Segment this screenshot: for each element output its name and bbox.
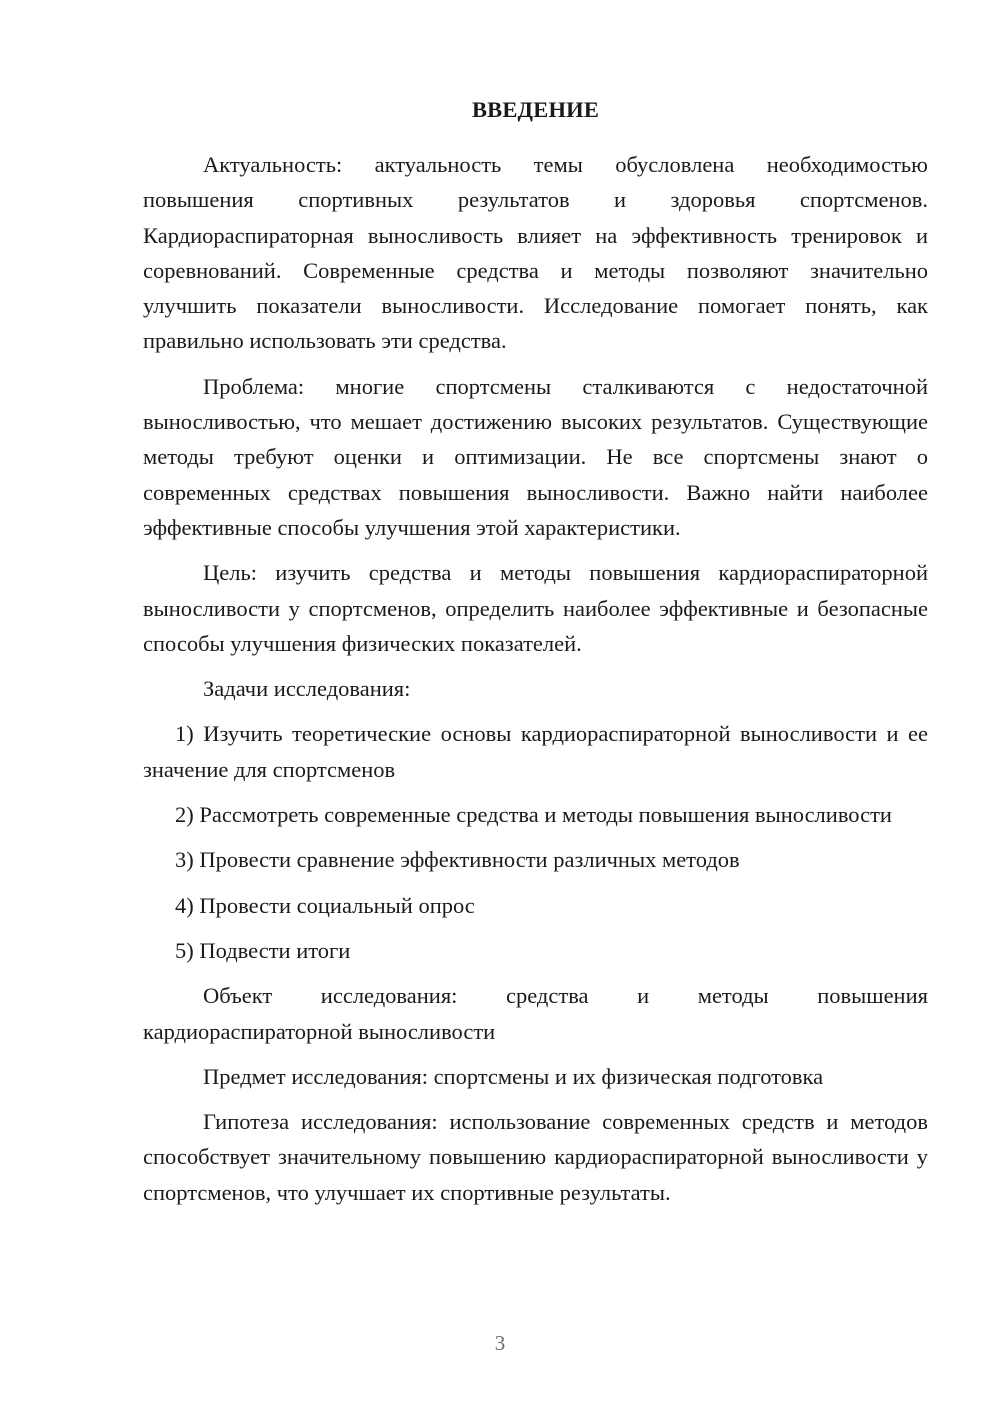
paragraph-subject: Предмет исследования: спортсмены и их физическая подготовка — [203, 1063, 824, 1089]
tasks-title: Задачи исследования: — [203, 676, 411, 702]
paragraph-goal: Цель: изучить средства и методы повышения кардиораспираторной выносливости у спортсменов, определить наиболее эффективные и безопасные способы улучшения физических показателей. — [143, 560, 928, 656]
paragraph-relevance: Актуальность: актуальность темы обусловлена необходимостью повышения спортивных результатов и здоровья спортсменов. Кардиораспираторная выносливость влияет на эффективность тренировок и соревнований. Современные средства и методы позволяют значительно улучшить показатели выносливости. Исследование помогает понять, как правильно использовать эти средства. — [143, 152, 928, 354]
document-page — [143, 92, 928, 1220]
task-item-4: 4) Провести социальный опрос — [175, 892, 475, 918]
section-heading: ВВЕДЕНИЕ — [471, 97, 600, 122]
page-number: 3 — [494, 1331, 506, 1355]
paragraph-problem: Проблема: многие спортсмены сталкиваются с недостаточной выносливостью, что мешает достижению высоких результатов. Существующие методы требуют оценки и оптимизации. Не все спортсмены знают о современных средствах повышения выносливости. Важно найти наиболее эффективные способы улучшения этой характеристики. — [143, 373, 928, 540]
task-item-5: 5) Подвести итоги — [175, 937, 351, 963]
task-item-2: 2) Рассмотреть современные средства и методы повышения выносливости — [175, 802, 892, 828]
paragraph-hypothesis: Гипотеза исследования: использование современных средств и методов способствует значительному повышению кардиораспираторной выносливости у спортсменов, что улучшает их спортивные результаты. — [143, 1109, 928, 1205]
task-item-3: 3) Провести сравнение эффективности различных методов — [175, 847, 740, 873]
paragraph-object: Объект исследования: средства и методы повышения кардиораспираторной выносливости — [143, 983, 928, 1044]
task-item-1: 1) Изучить теоретические основы кардиораспираторной выносливости и ее значение для спортсменов — [143, 721, 928, 782]
